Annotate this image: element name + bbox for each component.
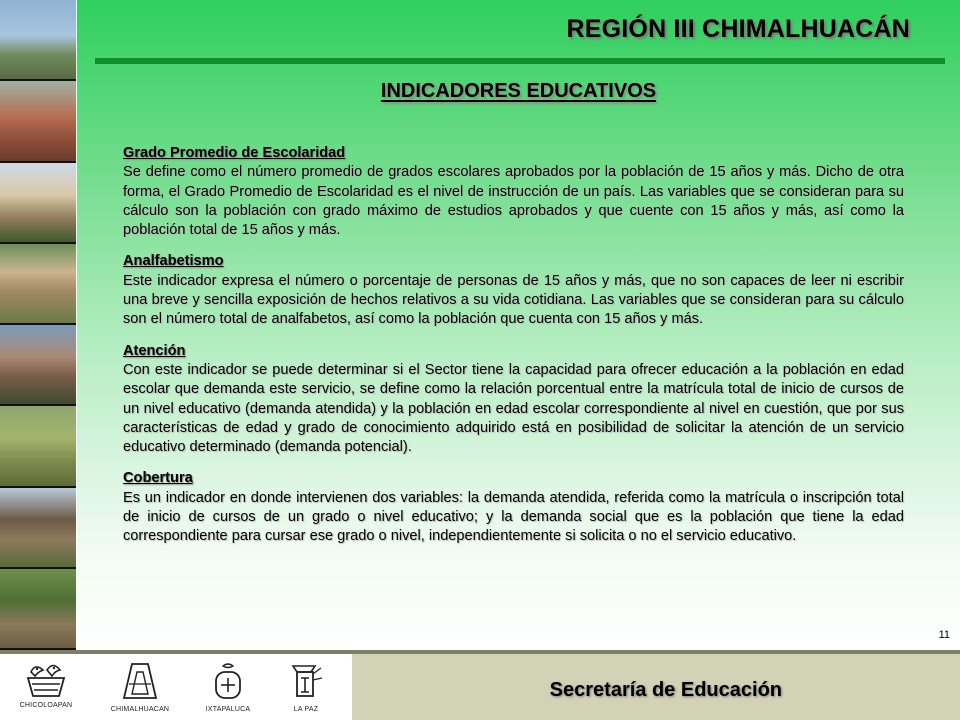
indicator-block (123, 252, 904, 329)
photo-church-towers (0, 163, 76, 244)
indicator-definitions (123, 144, 904, 559)
slide-main-area (77, 0, 960, 650)
photo-church-exterior (0, 0, 76, 81)
municipality-label: IXTAPALUCA (205, 706, 251, 713)
indicator-text: Este indicador expresa el número o porcentaje de personas de 15 años y más, que no son capaces de leer ni escribir una breve y sencilla exposición de hechos relativos a su vida cotidiana. Las variables que se consideran para su cálculo son el número total de analfabetos, así como la población que cuenta con 15 años y más. (123, 272, 904, 328)
municipality-logo-chimalhuacan (100, 654, 180, 713)
municipality-logos (0, 654, 352, 720)
photo-garden-building (0, 569, 76, 650)
indicator-text: Se define como el número promedio de grados escolares aprobados por la población de 15 años y más. Dicho de otra forma, el Grado Promedio de Escolaridad es el nivel de instrucción de un país. Las variables que se consideran para su cálculo son la población con grado máximo de estudios aprobados y que cuente con 15 años y más, así como la población total de 15 años y más. (123, 164, 904, 239)
photo-church-courtyard (0, 244, 76, 325)
title-divider (95, 58, 945, 64)
footer (0, 650, 960, 720)
photo-old-building (0, 325, 76, 406)
municipality-logo-la-paz (266, 654, 346, 713)
page-number: 11 (938, 629, 950, 641)
chicoloapan-glyph-icon (23, 660, 69, 700)
photo-brick-ruins (0, 81, 76, 162)
indicator-block (123, 342, 904, 458)
indicator-heading: Grado Promedio de Escolaridad (123, 145, 346, 161)
municipality-label: CHICOLOAPAN (19, 702, 73, 709)
photo-archaeological-site (0, 406, 76, 487)
secretaria-title: Secretaría de Educación (549, 679, 782, 701)
la-paz-glyph-icon (283, 660, 329, 704)
municipality-logo-chicoloapan (6, 654, 86, 709)
municipality-label: CHIMALHUACAN (110, 706, 170, 713)
ixtapaluca-glyph-icon (205, 660, 251, 704)
chimalhuacan-glyph-icon (117, 660, 163, 704)
indicator-heading: Analfabetismo (123, 253, 224, 270)
indicator-text: Es un indicador en donde intervienen dos variables: la demanda atendida, referida como la matrícula o inscripción total de inicio de cursos de un grado o nivel educativo; y la demanda social que es la población que tiene la edad correspondiente para cursar ese grado o nivel, independientemente si solicita o no el servicio educativo. (123, 489, 904, 545)
photo-strip (0, 0, 76, 650)
indicator-heading: Atención (123, 342, 186, 359)
indicator-block (123, 469, 904, 546)
municipality-label: LA PAZ (293, 706, 319, 713)
photo-stone-structure (0, 488, 76, 569)
indicator-heading: Cobertura (123, 470, 193, 487)
indicator-text: Con este indicador se puede determinar si el Sector tiene la capacidad para ofrecer educación a la población en edad escolar que demanda este servicio, se define como la relación porcentual entre la matrícula total de inicio de cursos de un nivel educativo (demanda atendida) y la población en edad escolar correspondiente al nivel en cuestión, que por sus características de edad y grado de conocimiento adquirido está en posibilidad de solicitar la atención de un servicio educativo determinado (demanda potencial). (123, 361, 904, 456)
municipality-logo-ixtapaluca (188, 654, 268, 713)
region-title: REGIÓN III CHIMALHUACÁN (566, 15, 910, 43)
section-title: INDICADORES EDUCATIVOS (380, 80, 657, 102)
indicator-block (123, 144, 904, 240)
